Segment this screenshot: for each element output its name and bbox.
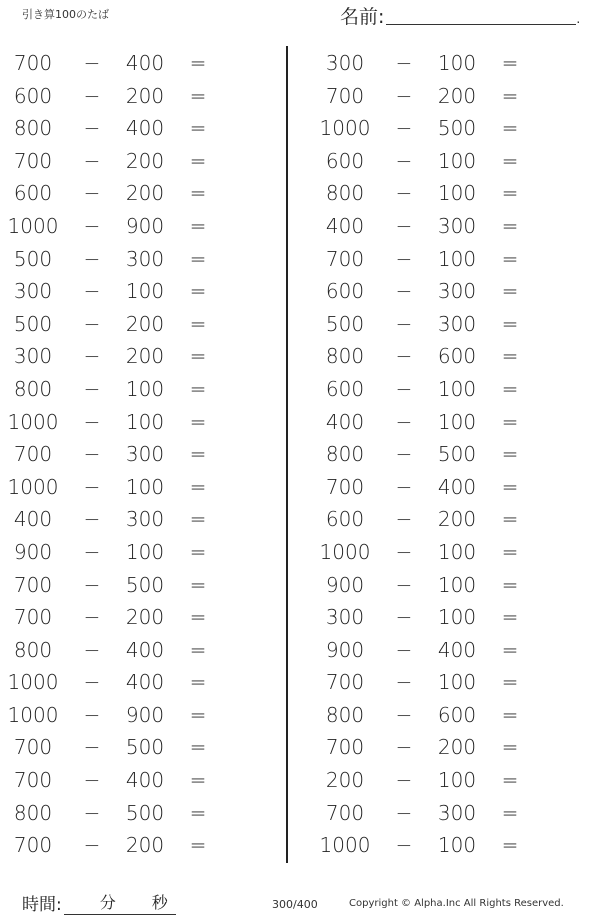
answer-space[interactable] (527, 475, 587, 501)
minuend: 1000 (319, 116, 371, 141)
equals-sign: = (189, 213, 207, 238)
subtrahend: 500 (125, 572, 165, 597)
minuend: 700 (325, 246, 365, 271)
equals-sign: = (501, 539, 519, 564)
minus-sign: − (395, 474, 413, 499)
answer-space[interactable] (215, 279, 275, 305)
minuend: 200 (325, 768, 365, 793)
subtrahend: 100 (437, 605, 477, 630)
minuend: 400 (13, 507, 53, 532)
equals-sign: = (189, 768, 207, 793)
equals-sign: = (189, 702, 207, 727)
subtrahend: 100 (437, 376, 477, 401)
minuend: 800 (325, 344, 365, 369)
equals-sign: = (501, 572, 519, 597)
time-label: 時間: (22, 895, 62, 915)
minus-sign: − (83, 572, 101, 597)
answer-space[interactable] (215, 605, 275, 631)
problem-count: 300/400 (272, 898, 318, 911)
subtrahend: 200 (125, 833, 165, 858)
name-label: 名前: (340, 6, 385, 28)
equals-sign: = (501, 474, 519, 499)
answer-space[interactable] (215, 312, 275, 338)
equals-sign: = (189, 181, 207, 206)
subtrahend: 100 (437, 51, 477, 75)
minus-sign: − (83, 670, 101, 695)
minuend: 700 (13, 605, 53, 630)
subtrahend: 100 (437, 539, 477, 564)
minus-sign: − (395, 409, 413, 434)
subtrahend: 100 (437, 181, 477, 206)
subtrahend: 400 (437, 637, 477, 662)
subtrahend: 300 (437, 311, 477, 336)
minuend: 600 (325, 507, 365, 532)
minuend: 1000 (7, 409, 59, 434)
minutes-label: 分 (99, 893, 116, 912)
answer-space[interactable] (215, 84, 275, 110)
answer-space[interactable] (527, 801, 587, 827)
equals-sign: = (501, 670, 519, 695)
answer-space[interactable] (527, 214, 587, 240)
equals-sign: = (189, 572, 207, 597)
answer-space[interactable] (527, 181, 587, 207)
answer-space[interactable] (527, 410, 587, 436)
minus-sign: − (83, 800, 101, 825)
answer-space[interactable] (215, 573, 275, 599)
answer-space[interactable] (527, 638, 587, 664)
subtrahend: 400 (125, 670, 165, 695)
name-line-end: . (576, 12, 581, 26)
minus-sign: − (395, 735, 413, 760)
minus-sign: − (395, 148, 413, 173)
subtrahend: 400 (125, 51, 165, 75)
minus-sign: − (395, 344, 413, 369)
answer-space[interactable] (215, 214, 275, 240)
minus-sign: − (83, 246, 101, 271)
subtrahend: 200 (125, 311, 165, 336)
equals-sign: = (189, 83, 207, 108)
answer-space[interactable] (215, 540, 275, 566)
answer-space[interactable] (215, 801, 275, 827)
subtrahend: 300 (437, 800, 477, 825)
minuend: 400 (325, 213, 365, 238)
minuend: 900 (325, 637, 365, 662)
minuend: 600 (325, 148, 365, 173)
minus-sign: − (83, 768, 101, 793)
minuend: 600 (325, 376, 365, 401)
minuend: 700 (13, 768, 53, 793)
subtrahend: 100 (437, 833, 477, 858)
subtrahend: 900 (125, 702, 165, 727)
subtrahend: 400 (437, 474, 477, 499)
equals-sign: = (189, 800, 207, 825)
equals-sign: = (501, 246, 519, 271)
minus-sign: − (395, 311, 413, 336)
equals-sign: = (501, 116, 519, 141)
answer-space[interactable] (527, 768, 587, 794)
equals-sign: = (189, 279, 207, 304)
name-input-line[interactable] (386, 6, 576, 25)
minus-sign: − (83, 409, 101, 434)
subtrahend: 500 (125, 800, 165, 825)
equals-sign: = (189, 51, 207, 75)
minuend: 1000 (319, 833, 371, 858)
minus-sign: − (83, 376, 101, 401)
subtrahend: 300 (125, 507, 165, 532)
minus-sign: − (83, 605, 101, 630)
subtrahend: 200 (437, 507, 477, 532)
minus-sign: − (83, 148, 101, 173)
answer-space[interactable] (215, 181, 275, 207)
answer-space[interactable] (527, 670, 587, 696)
equals-sign: = (501, 344, 519, 369)
subtrahend: 100 (437, 246, 477, 271)
subtrahend: 300 (437, 279, 477, 304)
equals-sign: = (501, 800, 519, 825)
answer-space[interactable] (215, 247, 275, 273)
minuend: 1000 (7, 670, 59, 695)
minuend: 300 (13, 344, 53, 369)
subtrahend: 600 (437, 702, 477, 727)
minus-sign: − (395, 800, 413, 825)
time-input-field[interactable] (64, 892, 176, 915)
subtrahend: 100 (125, 376, 165, 401)
minus-sign: − (83, 442, 101, 467)
minus-sign: − (83, 637, 101, 662)
subtrahend: 600 (437, 344, 477, 369)
minuend: 800 (13, 376, 53, 401)
minuend: 700 (325, 83, 365, 108)
equals-sign: = (189, 376, 207, 401)
minuend: 900 (13, 539, 53, 564)
equals-sign: = (501, 148, 519, 173)
answer-space[interactable] (215, 344, 275, 370)
minuend: 1000 (7, 213, 59, 238)
answer-space[interactable] (527, 116, 587, 142)
equals-sign: = (501, 409, 519, 434)
answer-space[interactable] (215, 442, 275, 468)
subtrahend: 100 (125, 539, 165, 564)
subtrahend: 200 (437, 83, 477, 108)
subtrahend: 100 (125, 279, 165, 304)
subtrahend: 100 (437, 768, 477, 793)
equals-sign: = (189, 605, 207, 630)
equals-sign: = (501, 442, 519, 467)
minus-sign: − (83, 702, 101, 727)
minus-sign: − (83, 735, 101, 760)
minuend: 700 (325, 474, 365, 499)
equals-sign: = (189, 311, 207, 336)
answer-space[interactable] (215, 410, 275, 436)
minuend: 700 (13, 442, 53, 467)
minus-sign: − (395, 702, 413, 727)
minuend: 600 (13, 181, 53, 206)
minuend: 700 (13, 51, 53, 75)
minus-sign: − (395, 605, 413, 630)
minus-sign: − (395, 83, 413, 108)
minuend: 700 (13, 735, 53, 760)
subtrahend: 200 (125, 344, 165, 369)
answer-space[interactable] (527, 51, 587, 77)
equals-sign: = (501, 605, 519, 630)
answer-space[interactable] (527, 573, 587, 599)
subtrahend: 100 (437, 148, 477, 173)
minuend: 800 (325, 442, 365, 467)
answer-space[interactable] (527, 312, 587, 338)
minuend: 600 (325, 279, 365, 304)
equals-sign: = (501, 213, 519, 238)
equals-sign: = (189, 409, 207, 434)
minuend: 300 (325, 605, 365, 630)
answer-space[interactable] (215, 507, 275, 533)
seconds-label: 秒 (151, 893, 168, 912)
answer-space[interactable] (215, 735, 275, 761)
subtrahend: 400 (125, 116, 165, 141)
minus-sign: − (83, 83, 101, 108)
equals-sign: = (501, 702, 519, 727)
answer-space[interactable] (527, 377, 587, 403)
minuend: 1000 (319, 539, 371, 564)
answer-space[interactable] (527, 442, 587, 468)
subtrahend: 900 (125, 213, 165, 238)
answer-space[interactable] (215, 833, 275, 859)
subtrahend: 100 (437, 572, 477, 597)
subtrahend: 100 (125, 409, 165, 434)
subtrahend: 500 (437, 116, 477, 141)
answer-space[interactable] (527, 279, 587, 305)
answer-space[interactable] (215, 116, 275, 142)
minus-sign: − (83, 507, 101, 532)
equals-sign: = (189, 507, 207, 532)
minus-sign: − (395, 507, 413, 532)
subtrahend: 300 (125, 442, 165, 467)
subtrahend: 100 (437, 670, 477, 695)
equals-sign: = (189, 344, 207, 369)
minus-sign: − (395, 572, 413, 597)
copyright-notice: Copyright © Alpha.Inc All Rights Reserved. (349, 898, 564, 909)
column-divider (286, 46, 288, 863)
equals-sign: = (501, 376, 519, 401)
subtrahend: 300 (437, 213, 477, 238)
equals-sign: = (189, 833, 207, 858)
subtrahend: 500 (125, 735, 165, 760)
minus-sign: − (83, 213, 101, 238)
equals-sign: = (189, 735, 207, 760)
subtrahend: 400 (125, 637, 165, 662)
minus-sign: − (395, 246, 413, 271)
worksheet-title: 引き算100のたば (22, 8, 109, 21)
minus-sign: − (395, 637, 413, 662)
answer-space[interactable] (527, 833, 587, 859)
subtrahend: 100 (437, 409, 477, 434)
equals-sign: = (501, 735, 519, 760)
answer-space[interactable] (527, 507, 587, 533)
minus-sign: − (83, 474, 101, 499)
equals-sign: = (189, 670, 207, 695)
minus-sign: − (83, 279, 101, 304)
answer-space[interactable] (215, 149, 275, 175)
subtrahend: 200 (125, 83, 165, 108)
minuend: 900 (325, 572, 365, 597)
minus-sign: − (83, 51, 101, 75)
minuend: 500 (13, 246, 53, 271)
minus-sign: − (83, 833, 101, 858)
equals-sign: = (501, 51, 519, 75)
minuend: 800 (325, 702, 365, 727)
equals-sign: = (189, 246, 207, 271)
answer-space[interactable] (215, 768, 275, 794)
answer-space[interactable] (215, 51, 275, 77)
minuend: 1000 (7, 474, 59, 499)
subtrahend: 200 (437, 735, 477, 760)
minus-sign: − (395, 833, 413, 858)
subtrahend: 200 (125, 148, 165, 173)
equals-sign: = (501, 181, 519, 206)
equals-sign: = (501, 83, 519, 108)
answer-space[interactable] (527, 84, 587, 110)
minus-sign: − (83, 311, 101, 336)
answer-space[interactable] (527, 703, 587, 729)
minuend: 700 (13, 572, 53, 597)
minus-sign: − (395, 768, 413, 793)
minuend: 700 (325, 735, 365, 760)
minuend: 700 (325, 800, 365, 825)
minuend: 500 (325, 311, 365, 336)
minuend: 700 (13, 148, 53, 173)
minus-sign: − (395, 51, 413, 75)
equals-sign: = (189, 116, 207, 141)
minuend: 700 (325, 670, 365, 695)
equals-sign: = (189, 637, 207, 662)
minus-sign: − (395, 279, 413, 304)
minus-sign: − (395, 116, 413, 141)
subtrahend: 500 (437, 442, 477, 467)
minuend: 700 (13, 833, 53, 858)
minus-sign: − (83, 344, 101, 369)
answer-space[interactable] (215, 638, 275, 664)
subtrahend: 200 (125, 181, 165, 206)
answer-space[interactable] (215, 703, 275, 729)
minuend: 400 (325, 409, 365, 434)
equals-sign: = (501, 507, 519, 532)
equals-sign: = (501, 637, 519, 662)
equals-sign: = (501, 279, 519, 304)
minuend: 600 (13, 83, 53, 108)
answer-space[interactable] (215, 475, 275, 501)
subtrahend: 400 (125, 768, 165, 793)
answer-space[interactable] (215, 377, 275, 403)
equals-sign: = (189, 539, 207, 564)
equals-sign: = (189, 474, 207, 499)
minus-sign: − (83, 116, 101, 141)
subtrahend: 200 (125, 605, 165, 630)
minuend: 800 (13, 800, 53, 825)
answer-space[interactable] (215, 670, 275, 696)
equals-sign: = (189, 148, 207, 173)
time-area (22, 890, 176, 915)
answer-space[interactable] (527, 149, 587, 175)
minuend: 300 (325, 51, 365, 75)
minus-sign: − (395, 213, 413, 238)
minuend: 1000 (7, 702, 59, 727)
equals-sign: = (501, 768, 519, 793)
minuend: 800 (325, 181, 365, 206)
minuend: 800 (13, 116, 53, 141)
answer-space[interactable] (527, 247, 587, 273)
minuend: 800 (13, 637, 53, 662)
name-area (340, 4, 580, 30)
equals-sign: = (189, 442, 207, 467)
answer-space[interactable] (527, 735, 587, 761)
minus-sign: − (395, 670, 413, 695)
minus-sign: − (395, 442, 413, 467)
subtrahend: 100 (125, 474, 165, 499)
equals-sign: = (501, 311, 519, 336)
minuend: 300 (13, 279, 53, 304)
minus-sign: − (83, 181, 101, 206)
minus-sign: − (395, 181, 413, 206)
answer-space[interactable] (527, 605, 587, 631)
minuend: 500 (13, 311, 53, 336)
answer-space[interactable] (527, 540, 587, 566)
minus-sign: − (395, 539, 413, 564)
answer-space[interactable] (527, 344, 587, 370)
equals-sign: = (501, 833, 519, 858)
minus-sign: − (395, 376, 413, 401)
subtrahend: 300 (125, 246, 165, 271)
minus-sign: − (83, 539, 101, 564)
